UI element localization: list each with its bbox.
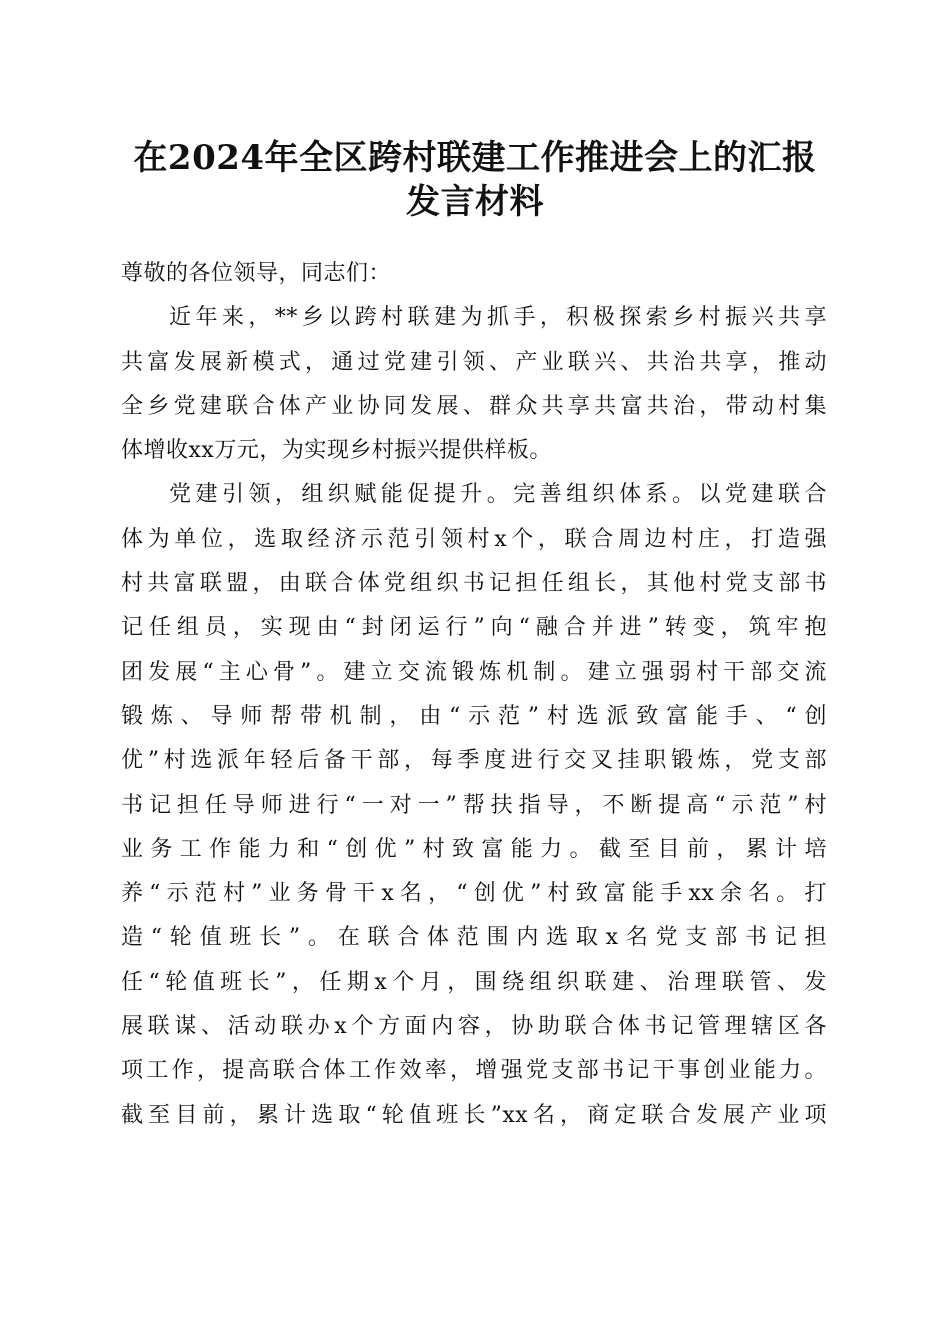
- title-line-1: 在2024年全区跨村联建工作推进会上的汇报: [133, 138, 817, 178]
- document-body: [121, 252, 827, 1138]
- paragraph-2-line: 养“示范村”业务骨干x名，“创优”村致富能手xx余名。打: [121, 881, 827, 907]
- paragraph-2-line: 党建引领，组织赋能促提升。完善组织体系。以党建联合: [169, 482, 827, 508]
- paragraph-2-line: 锻炼、导师帮带机制，由“示范”村选派致富能手、“创: [121, 703, 827, 729]
- document-title: [110, 136, 840, 224]
- paragraph-2-line: 团发展“主心骨”。建立交流锻炼机制。建立强弱村干部交流: [121, 659, 827, 685]
- paragraph-2-line: 优”村选派年轻后备干部，每季度进行交叉挂职锻炼，党支部: [121, 748, 827, 774]
- paragraph-2-line: 村共富联盟，由联合体党组织书记担任组长，其他村党支部书: [121, 571, 827, 597]
- paragraph-1-line: 体增收xx万元，为实现乡村振兴提供样板。: [121, 438, 552, 464]
- paragraph-2-line: 展联谋、活动联办x个方面内容，协助联合体书记管理辖区各: [121, 1014, 827, 1040]
- paragraph-2-line: 业务工作能力和“创优”村致富能力。截至目前，累计培: [121, 836, 827, 862]
- paragraph-1-line: 共富发展新模式，通过党建引领、产业联兴、共治共享，推动: [121, 349, 827, 375]
- paragraph-1-line: 全乡党建联合体产业协同发展、群众共享共富共治，带动村集: [121, 393, 827, 419]
- paragraph-2-line: 项工作，提高联合体工作效率，增强党支部书记干事创业能力。: [121, 1058, 827, 1084]
- salutation: 尊敬的各位领导，同志们：: [121, 261, 392, 286]
- paragraph-2-line: 体为单位，选取经济示范引领村x个，联合周边村庄，打造强: [121, 526, 827, 552]
- paragraph-2-line: 记任组员，实现由“封闭运行”向“融合并进”转变，筑牢抱: [121, 615, 827, 641]
- title-line-2: 发言材料: [406, 182, 544, 222]
- paragraph-2-line: 造“轮值班长”。在联合体范围内选取x名党支部书记担: [121, 925, 827, 951]
- paragraph-2-line: 任“轮值班长”，任期x个月，围绕组织联建、治理联管、发: [121, 969, 827, 995]
- paragraph-2-line: 书记担任导师进行“一对一”帮扶指导，不断提高“示范”村: [121, 792, 827, 818]
- paragraph-2-line: 截至目前，累计选取“轮值班长”xx名，商定联合发展产业项: [121, 1102, 827, 1128]
- paragraph-1-line: 近年来，**乡以跨村联建为抓手，积极探索乡村振兴共享: [169, 305, 827, 331]
